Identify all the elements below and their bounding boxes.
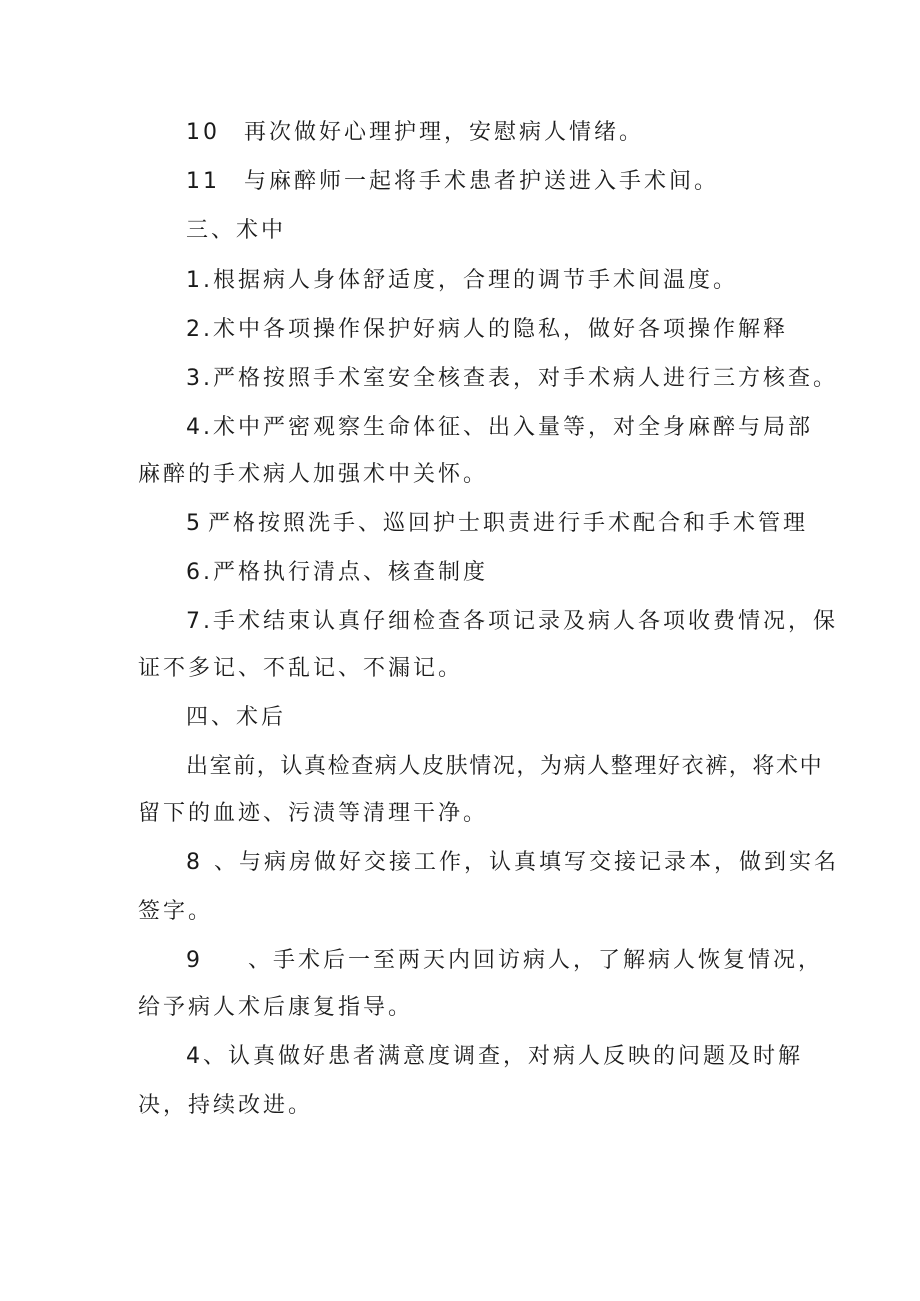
item-text: .术中严密观察生命体征、出入量等，对全身麻醉与局部 [203,415,813,440]
list-item-4-satisfaction-continued [138,1091,313,1121]
item-number: 10 [186,120,220,145]
item-text: 麻醉的手术病人加强术中关怀。 [138,462,489,487]
item-number: 11 [186,169,220,194]
list-item-4-continued [138,460,488,490]
list-item-4-satisfaction [186,1042,803,1072]
section-heading-postoperative [186,703,286,733]
list-item-7 [186,607,838,637]
item-number: 3 [186,366,203,391]
list-item-8 [186,848,839,878]
item-text: 签字。 [138,899,214,924]
item-number: 1 [186,268,203,293]
list-item-1 [186,266,738,296]
item-number: 6 [186,560,203,585]
item-text: 证不多记、不乱记、不漏记。 [138,656,464,681]
list-item-5 [186,509,808,539]
heading-text: 三、术中 [186,218,287,243]
item-text: .手术结束认真仔细检查各项记录及病人各项收费情况，保 [203,609,838,634]
item-number: 7 [186,609,203,634]
item-number: 9 [186,948,203,973]
item-text: 决，持续改进。 [138,1093,314,1118]
item-text: 严格按照洗手、巡回护士职责进行手术配合和手术管理 [208,511,809,536]
list-item-8-continued [138,897,213,927]
item-number: 4 [186,415,203,440]
item-text: 、手术后一至两天内回访病人，了解病人恢复情况， [248,948,824,973]
list-item-11 [186,167,719,197]
item-text: .根据病人身体舒适度，合理的调节手术间温度。 [203,268,738,293]
paragraph-text: 留下的血迹、污渍等清理干净。 [138,801,489,826]
item-number: 4 [186,1044,203,1069]
list-item-10 [186,118,644,148]
paragraph-text: 出室前，认真检查病人皮肤情况，为病人整理好衣裤，将术中 [186,754,824,779]
item-number: 2 [186,317,203,342]
item-text: 再次做好心理护理，安慰病人情绪。 [244,120,645,145]
item-text: .严格执行清点、核查制度 [203,560,488,585]
item-text: 给予病人术后康复指导。 [138,995,414,1020]
list-item-9 [186,946,823,976]
item-number: 8 [186,850,203,875]
paragraph-before-leaving-room [186,752,823,782]
list-item-6 [186,558,488,588]
item-text: .术中各项操作保护好病人的隐私，做好各项操作解释 [203,317,788,342]
item-text: 、认真做好患者满意度调查，对病人反映的问题及时解 [203,1044,804,1069]
section-heading-intraoperative [186,216,286,246]
item-number: 5 [186,511,203,536]
item-text: 、与病房做好交接工作，认真填写交接记录本，做到实名 [214,850,840,875]
list-item-9-continued [138,993,413,1023]
list-item-2 [186,315,788,345]
list-item-3 [186,364,838,394]
list-item-4 [186,413,813,443]
heading-text: 四、术后 [186,705,287,730]
item-text: 与麻醉师一起将手术患者护送进入手术间。 [244,169,720,194]
list-item-7-continued [138,654,463,684]
item-text: .严格按照手术室安全核查表，对手术病人进行三方核查。 [203,366,838,391]
paragraph-before-leaving-room-continued [138,799,488,829]
